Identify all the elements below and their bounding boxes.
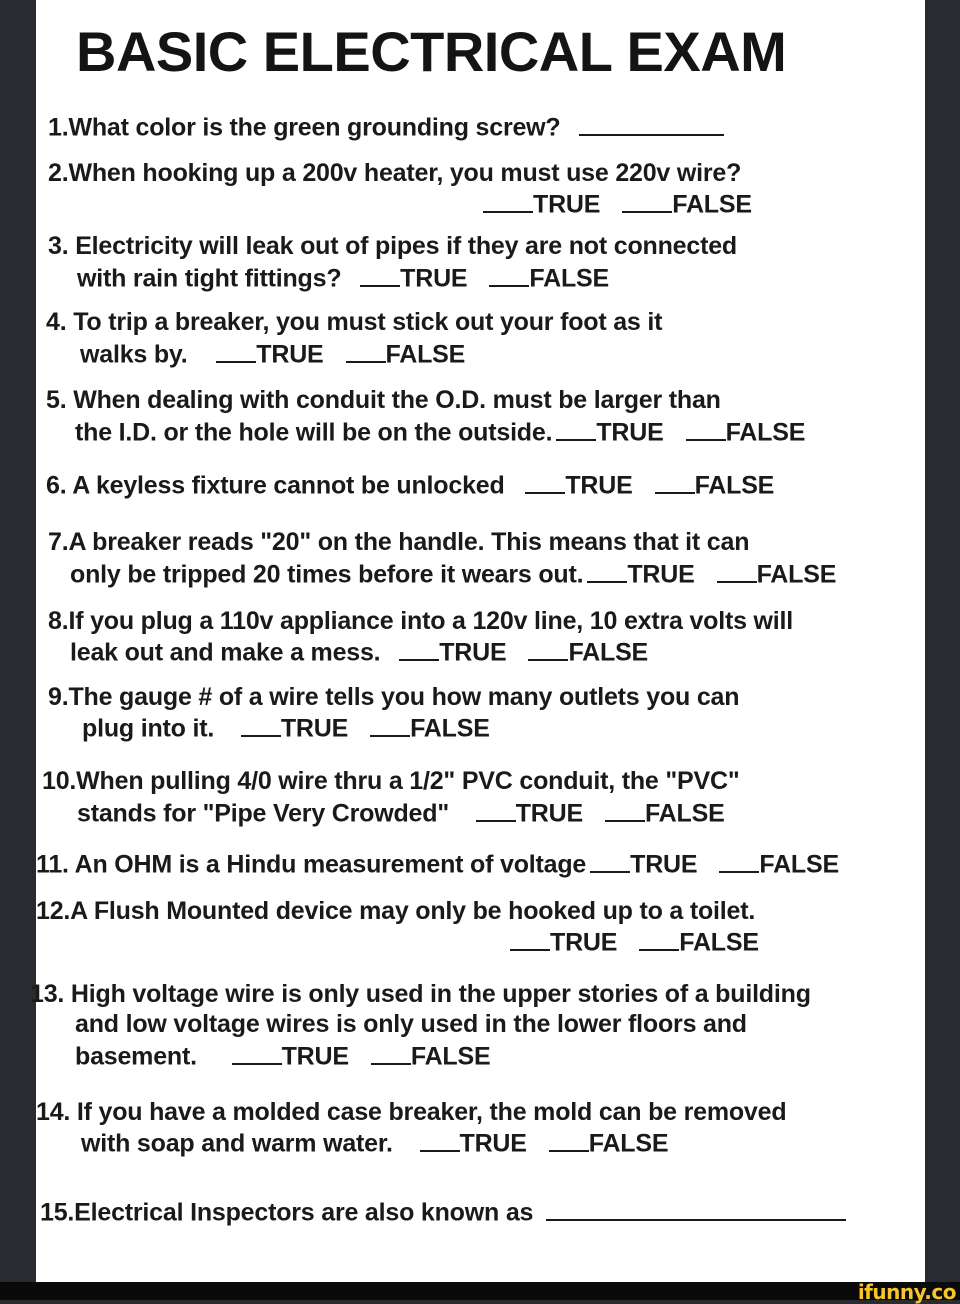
question-8 [48, 606, 793, 636]
true-label: TRUE [565, 471, 633, 500]
answer-blank [579, 111, 724, 136]
question-7-text: 7.A breaker reads "20" on the handle. This means that it can [48, 528, 750, 556]
question-15-text: 15.Electrical Inspectors are also known as [40, 1198, 534, 1227]
question-2-text: 2.When hooking up a 200v heater, you must use 220v wire? [48, 159, 742, 187]
question-3-text: 3. Electricity will leak out of pipes if they are not connected [48, 232, 737, 260]
question-5 [46, 385, 721, 415]
answer-blank [546, 1196, 846, 1221]
question-14 [36, 1097, 786, 1127]
true-label: TRUE [256, 340, 324, 369]
false-label: FALSE [588, 1129, 669, 1158]
true-blank [232, 1040, 282, 1065]
watermark-logo: ifunny.co [857, 1280, 956, 1304]
true-blank [590, 848, 630, 873]
false-blank [655, 469, 695, 494]
true-label: TRUE [400, 264, 468, 293]
true-label: TRUE [550, 928, 618, 957]
question-9-text-2: plug into it. [82, 714, 215, 743]
true-blank [216, 338, 256, 363]
false-blank [489, 262, 529, 287]
question-7-text-2: only be tripped 20 times before it wears out. [70, 560, 584, 589]
true-blank [587, 558, 627, 583]
question-4-line-2 [80, 338, 465, 370]
question-13 [30, 979, 811, 1009]
false-blank [549, 1127, 589, 1152]
true-label: TRUE [630, 850, 698, 879]
true-blank [360, 262, 400, 287]
question-4-text: 4. To trip a breaker, you must stick out your foot as it [46, 308, 663, 336]
false-blank [622, 188, 672, 213]
question-13-text-2: and low voltage wires is only used in the lower floors and [75, 1010, 747, 1038]
false-blank [528, 636, 568, 661]
question-12 [36, 896, 755, 926]
true-label: TRUE [459, 1129, 527, 1158]
true-blank [483, 188, 533, 213]
question-3 [48, 231, 737, 261]
true-label: TRUE [627, 560, 695, 589]
false-label: FALSE [759, 850, 839, 879]
question-7-line-2 [70, 558, 836, 590]
question-6 [46, 469, 774, 501]
true-blank [399, 636, 439, 661]
false-blank [346, 338, 386, 363]
question-9 [48, 682, 739, 712]
false-label: FALSE [410, 714, 490, 743]
question-9-line-2 [82, 712, 490, 744]
false-label: FALSE [756, 560, 837, 589]
question-3-text-2: with rain tight fittings? [77, 264, 342, 293]
question-10-text: 10.When pulling 4/0 wire thru a 1/2" PVC conduit, the "PVC" [42, 767, 740, 795]
false-label: FALSE [694, 471, 775, 500]
false-blank [639, 926, 679, 951]
true-blank [510, 926, 550, 951]
true-label: TRUE [533, 190, 601, 219]
question-11-text: 11. An OHM is a Hindu measurement of voltage [36, 850, 587, 879]
false-blank [605, 797, 645, 822]
question-10-text-2: stands for "Pipe Very Crowded" [77, 799, 449, 828]
question-14-text: 14. If you have a molded case breaker, the mold can be removed [36, 1098, 787, 1126]
question-8-line-2 [70, 636, 648, 668]
question-9-text: 9.The gauge # of a wire tells you how many outlets you can [48, 683, 740, 711]
question-11 [36, 848, 839, 880]
question-5-line-2 [75, 416, 805, 448]
question-1-text: 1.What color is the green grounding screw? [48, 113, 561, 142]
question-3-line-2 [77, 262, 609, 294]
question-8-text: 8.If you plug a 110v appliance into a 120v line, 10 extra volts will [48, 607, 794, 635]
false-label: FALSE [410, 1042, 491, 1071]
false-blank [719, 848, 759, 873]
bottom-bar [0, 1282, 960, 1300]
question-4-text-2: walks by. [80, 340, 188, 369]
true-label: TRUE [439, 638, 507, 667]
false-label: FALSE [679, 928, 759, 957]
true-label: TRUE [596, 418, 664, 447]
question-2-options [483, 188, 752, 220]
true-blank [476, 797, 516, 822]
question-14-text-2: with soap and warm water. [81, 1129, 393, 1158]
question-2 [48, 158, 741, 188]
false-label: FALSE [529, 264, 609, 293]
question-15 [40, 1196, 846, 1228]
question-13-text: 13. High voltage wire is only used in the upper stories of a building [30, 980, 811, 1008]
question-13-text-3: basement. [75, 1042, 197, 1071]
question-7 [48, 527, 749, 557]
question-10 [42, 766, 739, 796]
false-label: FALSE [568, 638, 649, 667]
question-6-text: 6. A keyless fixture cannot be unlocked [46, 471, 505, 500]
question-8-text-2: leak out and make a mess. [70, 638, 381, 667]
true-blank [241, 712, 281, 737]
question-10-line-2 [77, 797, 725, 829]
true-label: TRUE [515, 799, 583, 828]
false-label: FALSE [725, 418, 806, 447]
question-14-line-2 [81, 1127, 668, 1159]
exam-title: BASIC ELECTRICAL EXAM [76, 20, 787, 83]
false-blank [686, 416, 726, 441]
false-blank [371, 1040, 411, 1065]
question-13-line-3 [75, 1040, 490, 1072]
question-4 [46, 307, 662, 337]
question-12-options [510, 926, 759, 958]
question-13-line-2 [75, 1009, 747, 1039]
question-5-text-2: the I.D. or the hole will be on the outside. [75, 418, 553, 447]
question-12-text: 12.A Flush Mounted device may only be hooked up to a toilet. [36, 897, 756, 925]
true-blank [556, 416, 596, 441]
false-label: FALSE [672, 190, 752, 219]
question-5-text: 5. When dealing with conduit the O.D. must be larger than [46, 386, 721, 414]
true-blank [420, 1127, 460, 1152]
false-blank [717, 558, 757, 583]
false-label: FALSE [385, 340, 466, 369]
true-label: TRUE [281, 1042, 349, 1071]
true-label: TRUE [280, 714, 349, 743]
question-1 [48, 111, 724, 143]
true-blank [525, 469, 565, 494]
false-blank [370, 712, 410, 737]
false-label: FALSE [644, 799, 725, 828]
